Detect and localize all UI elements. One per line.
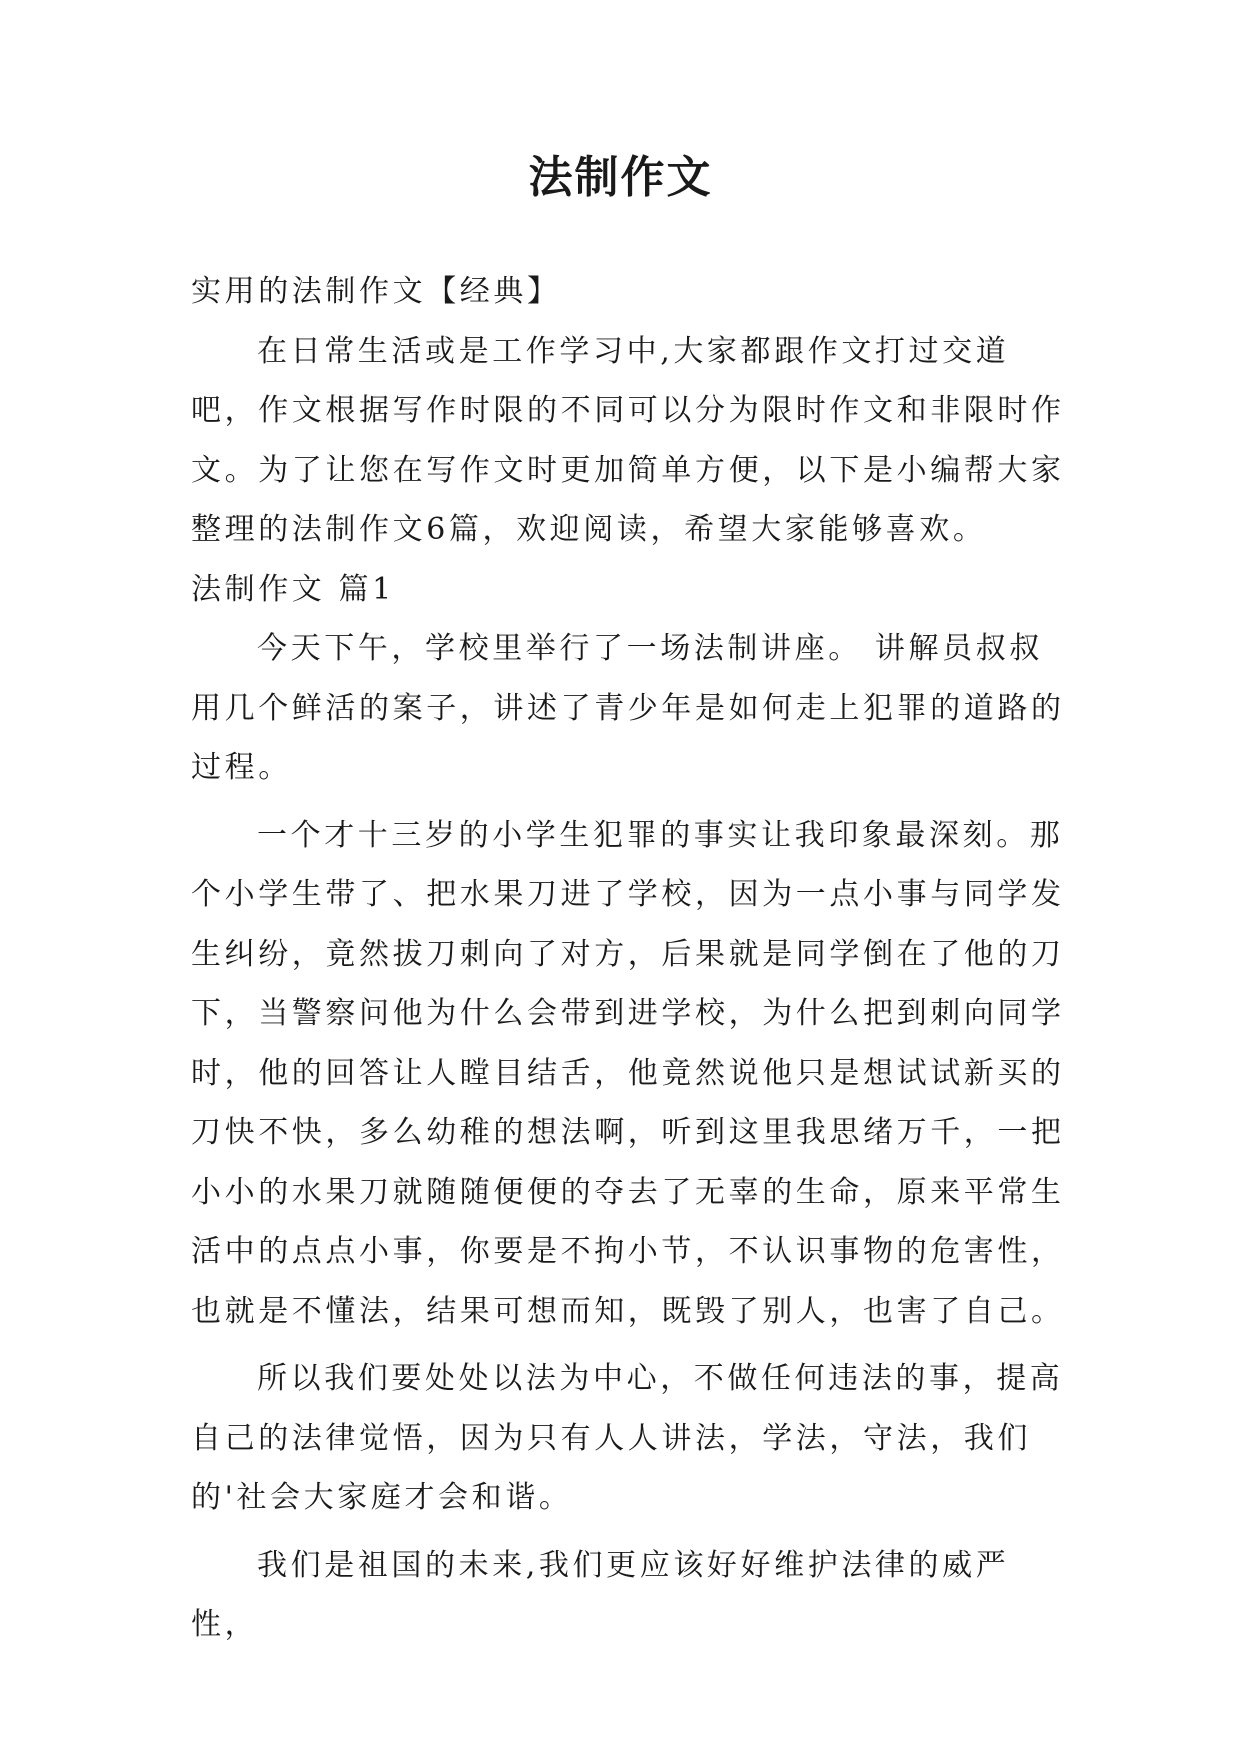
body-paragraph: 今天下午，学校里举行了一场法制讲座。 讲解员叔叔用几个鲜活的案子，讲述了青少年是如何走上犯罪的道路的过程。 — [191, 631, 1065, 785]
section-heading: 法制作文 篇1 — [191, 571, 395, 607]
document-subtitle: 实用的法制作文【经典】 — [191, 274, 561, 309]
body-paragraph: 我们是祖国的未来,我们更应该好好维护法律的威严性， — [191, 1547, 1010, 1642]
document-title: 法制作文 — [528, 152, 713, 203]
body-paragraph: 一个才十三岁的小学生犯罪的事实让我印象最深刻。那个小学生带了、把水果刀进了学校，因为一点小事与同学发生纠纷，竟然拔刀刺向了对方，后果就是同学倒在了他的刀下，当警察问他为什么会带到进学校，为什么把到刺向同学时，他的回答让人瞠目结舌，他竟然说他只是想试试新买的刀快不快，多么幼稚的想法啊，听到这里我思绪万千，一把小小的水果刀就随随便便的夺去了无辜的生命，原来平常生活中的点点小事，你要是不拘小节，不认识事物的危害性，也就是不懂法，结果可想而知，既毁了别人，也害了自己。 — [191, 817, 1065, 1329]
document-body — [191, 262, 1071, 1655]
body-paragraph: 所以我们要处处以法为中心，不做任何违法的事，提高自己的法律觉悟，因为只有人人讲法，学法，守法，我们的'社会大家庭才会和谐。 — [191, 1361, 1064, 1515]
intro-paragraph: 在日常生活或是工作学习中,大家都跟作文打过交道吧，作文根据写作时限的不同可以分为限时作文和非限时作文。为了让您在写作文时更加简单方便，以下是小编帮大家整理的法制作文6篇，欢迎阅读，希望大家能够喜欢。 — [191, 333, 1065, 547]
